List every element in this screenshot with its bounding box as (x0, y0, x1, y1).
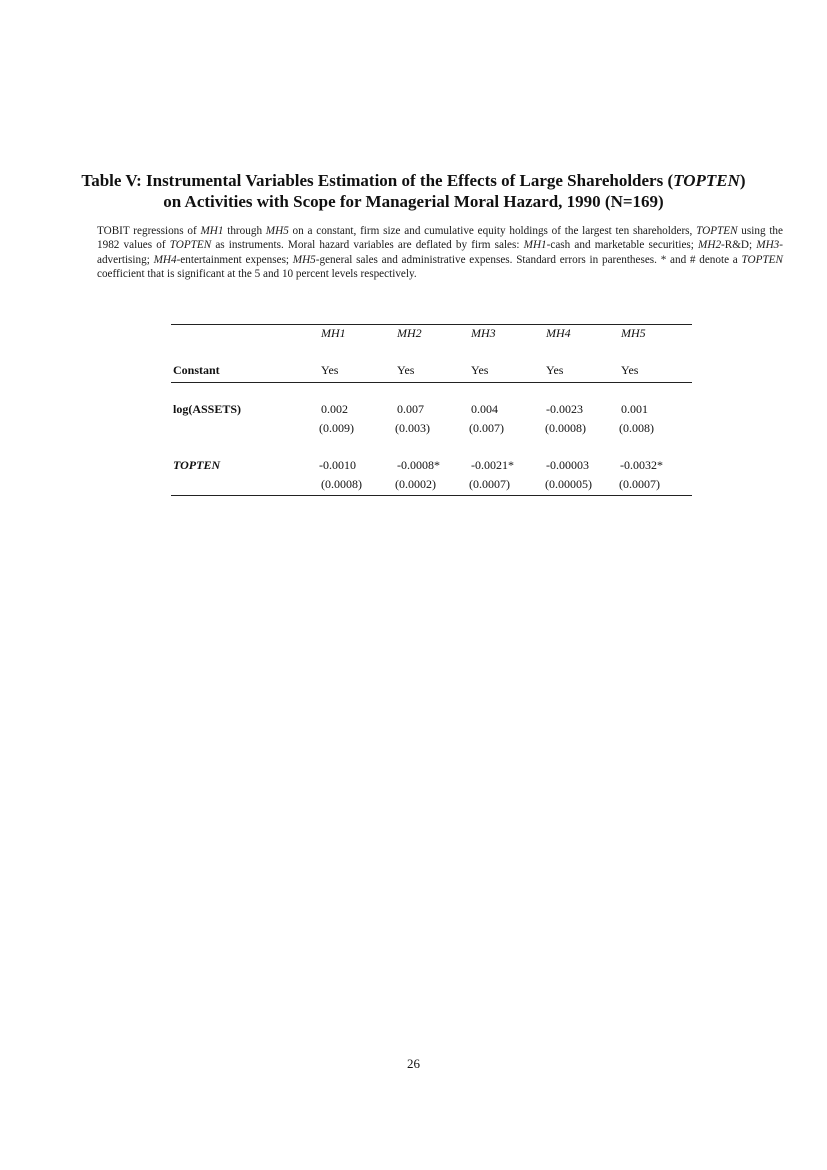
table-cell-error: (0.00005) (545, 477, 592, 491)
table-caption: TOBIT regressions of MH1 through MH5 on a constant, firm size and cumulative equity holdings of the largest ten shareholders, TOPTEN using the 1982 values of TOPTEN as instruments. Moral hazard variables are deflated by firm sales: MH1-cash and marketable securities; MH2-R&D; MH3-advertising; MH4-entertainment expenses; MH5-general sales and administrative expenses. Standard errors in parentheses. * and # denote a TOPTEN coefficient that is significant at the 5 and 10 percent levels respectively. (97, 225, 784, 280)
table-cell: -0.0032* (620, 458, 663, 472)
table-mid-rule (171, 382, 692, 383)
table-bottom-rule (171, 495, 692, 496)
table-cell: -0.0010 (319, 458, 356, 472)
table-cell-error: (0.008) (619, 421, 654, 435)
table-cell: Yes (471, 363, 489, 377)
table-cell: 0.001 (621, 402, 648, 416)
row-label-topten: TOPTEN (173, 458, 221, 472)
table-cell-error: (0.0008) (321, 477, 362, 491)
table-title-line-1 (80, 170, 747, 191)
column-header-mh2: MH2 (397, 326, 422, 340)
column-header-mh3: MH3 (471, 326, 496, 340)
table-cell: 0.002 (321, 402, 348, 416)
title-suffix: ) (739, 171, 746, 190)
table-cell-error: (0.0008) (545, 421, 586, 435)
table-cell: Yes (397, 363, 415, 377)
column-header-mh1: MH1 (321, 326, 346, 340)
table-cell: 0.007 (397, 402, 424, 416)
table-cell-error: (0.003) (395, 421, 430, 435)
title-italic: TOPTEN (673, 171, 740, 190)
column-header-mh5: MH5 (621, 326, 646, 340)
table-top-rule (171, 324, 692, 325)
row-label-log-assets: log(ASSETS) (173, 402, 242, 416)
table-cell-error: (0.0002) (395, 477, 436, 491)
table-cell: -0.00003 (546, 458, 589, 472)
table-cell-error: (0.009) (319, 421, 354, 435)
table-cell: -0.0021* (471, 458, 514, 472)
table-cell: Yes (321, 363, 339, 377)
table-cell-error: (0.0007) (469, 477, 510, 491)
table-cell: 0.004 (471, 402, 498, 416)
table-cell-error: (0.0007) (619, 477, 660, 491)
table-cell: Yes (621, 363, 639, 377)
table-cell-error: (0.007) (469, 421, 504, 435)
table-cell: -0.0008* (397, 458, 440, 472)
table-title-line-2: on Activities with Scope for Managerial Moral Hazard, 1990 (N=169) (163, 192, 664, 211)
title-prefix: Table V: Instrumental Variables Estimation of the Effects of Large Shareholders ( (81, 171, 674, 190)
column-header-mh4: MH4 (546, 326, 571, 340)
table-cell: -0.0023 (546, 402, 583, 416)
table-cell: Yes (546, 363, 564, 377)
page-number: 26 (407, 1056, 420, 1071)
row-label-constant: Constant (173, 363, 220, 377)
